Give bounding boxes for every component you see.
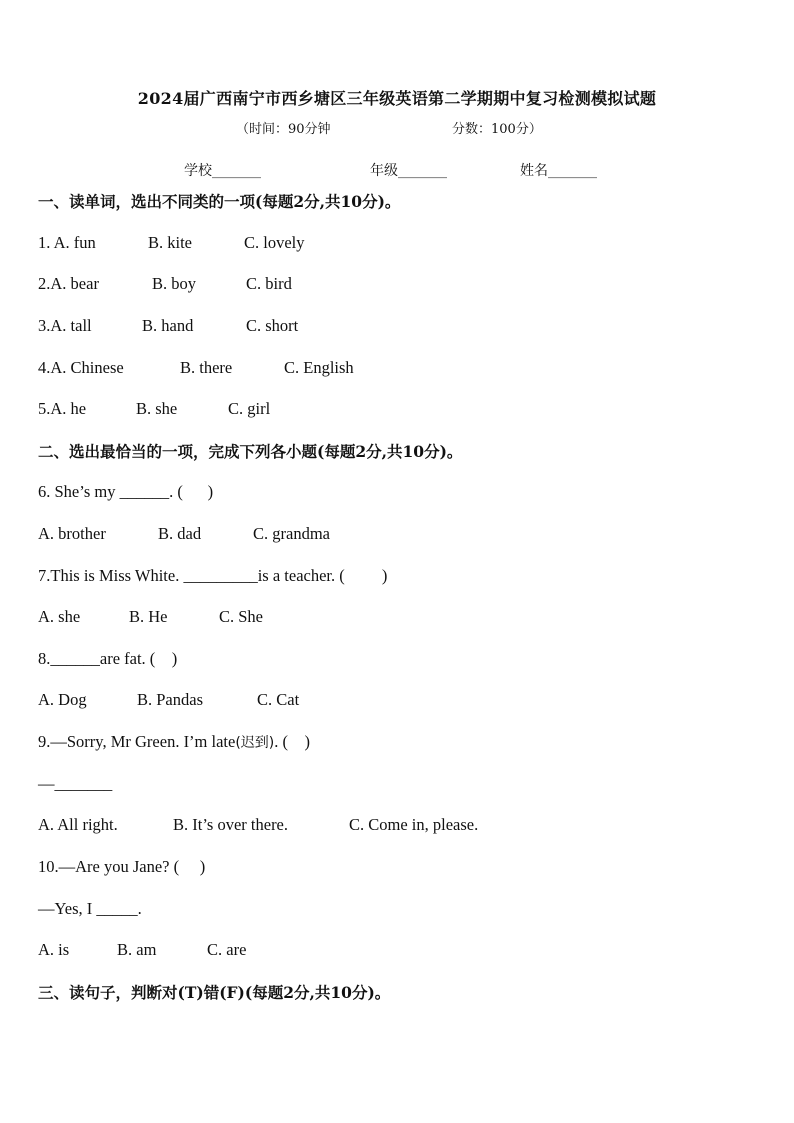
q8-stem: 8.______are fat. ( ) [38, 649, 178, 668]
q9-option-a: A. All right. [38, 815, 118, 834]
q4-option-a: 4.A. Chinese [38, 358, 124, 377]
section3-heading: 三、读句子，判断对(T)错(F)(每题2分,共10分)。 [38, 983, 391, 1002]
q2-option-c: C. bird [246, 274, 292, 293]
q1-option-a: 1. A. fun [38, 233, 96, 252]
q10-reply: —Yes, I _____. [38, 899, 142, 918]
q9-stem-en: 9.—Sorry, Mr Green. I’m late [38, 732, 236, 751]
q6-stem: 6. She’s my ______. ( ) [38, 482, 214, 501]
q7-option-c: C. She [219, 607, 264, 626]
q4-option-c: C. English [284, 358, 354, 377]
q6-option-a: A. brother [38, 524, 106, 543]
q2-option-a: 2.A. bear [38, 274, 99, 293]
q9-reply: —_______ [38, 774, 113, 793]
q9-stem [38, 732, 310, 752]
q9-option-b: B. It’s over there. [173, 815, 289, 834]
school-field: 学校_______ [184, 163, 261, 179]
q9-stem-cn: (迟到) [235, 735, 275, 751]
q5-option-c: C. girl [228, 399, 271, 418]
q8-option-a: A. Dog [38, 690, 87, 709]
q7-option-a: A. she [38, 607, 81, 626]
q9-option-c: C. Come in, please. [349, 815, 479, 834]
q8-option-b: B. Pandas [137, 690, 203, 709]
section2-heading: 二、选出最恰当的一项，完成下列各小题(每题2分,共10分)。 [38, 442, 463, 461]
q3-option-b: B. hand [142, 316, 194, 335]
q10-stem: 10.—Are you Jane? ( ) [38, 857, 206, 876]
q6-option-b: B. dad [158, 524, 202, 543]
section1-heading: 一、读单词，选出不同类的一项(每题2分,共10分)。 [38, 192, 401, 211]
q7-stem: 7.This is Miss White. _________is a teacher. ( ) [38, 566, 388, 585]
q3-option-a: 3.A. tall [38, 316, 92, 335]
q4-option-b: B. there [180, 358, 233, 377]
q2-option-b: B. boy [152, 274, 197, 293]
q7-option-b: B. He [129, 607, 168, 626]
page-title: 2024届广西南宁市西乡塘区三年级英语第二学期期中复习检测模拟试题 [137, 89, 657, 108]
q1-option-b: B. kite [148, 233, 192, 252]
q10-option-a: A. is [38, 940, 70, 959]
q9-stem-end: . ( ) [274, 732, 311, 751]
q6-option-c: C. grandma [253, 524, 330, 543]
exam-score: 分数：100分） [452, 122, 542, 137]
q8-option-c: C. Cat [257, 690, 300, 709]
q10-option-c: C. are [207, 940, 247, 959]
q1-option-c: C. lovely [244, 233, 305, 252]
q10-option-b: B. am [117, 940, 157, 959]
name-field: 姓名_______ [520, 163, 597, 179]
grade-field: 年级_______ [370, 163, 447, 179]
q3-option-c: C. short [246, 316, 299, 335]
q5-option-b: B. she [136, 399, 178, 418]
q5-option-a: 5.A. he [38, 399, 87, 418]
exam-time: （时间：90分钟 [236, 122, 331, 137]
